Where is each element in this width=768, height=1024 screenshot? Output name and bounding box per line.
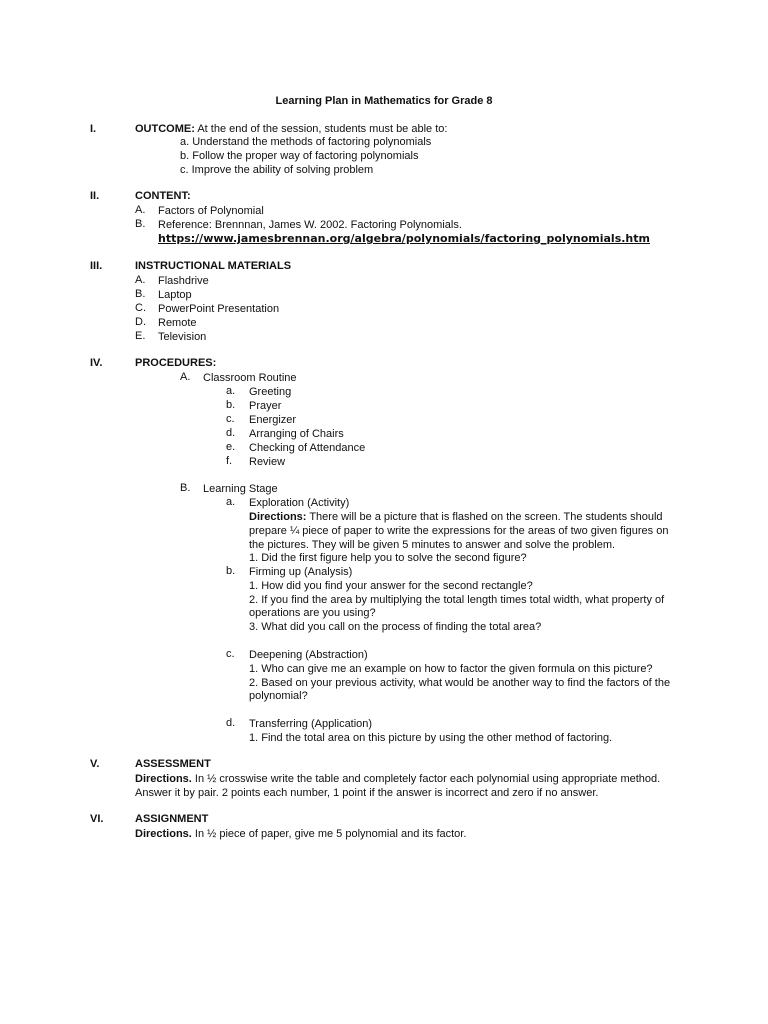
stage-label: d.	[226, 717, 236, 729]
stage-question: operations are you using?	[249, 607, 376, 619]
material-item: PowerPoint Presentation	[158, 303, 280, 315]
directions-label: Directions.	[135, 773, 192, 785]
assessment-heading: ASSESSMENT	[135, 758, 211, 770]
content-item-text: Factors of Polynomial	[158, 205, 264, 217]
outcome-intro: At the end of the session, students must be able to:	[197, 123, 448, 135]
stage-question: 2. Based on your previous activity, what would be another way to find the factors of the	[249, 677, 671, 689]
procedures-heading: PROCEDURES:	[135, 357, 217, 369]
stage-label: b.	[226, 565, 236, 577]
directions-text: In ½ crosswise write the table and completely factor each polynomial using appropriate method.	[191, 773, 661, 785]
routine-label: e.	[226, 441, 236, 453]
stage-label: c.	[226, 648, 235, 660]
material-item: Remote	[158, 317, 197, 329]
procedure-b-label: B.	[180, 482, 191, 494]
material-label: D.	[135, 316, 146, 328]
stage-question: 2. If you find the area by multiplying the total length times total width, what property of	[249, 594, 665, 606]
stage-title: Deepening (Abstraction)	[249, 649, 368, 661]
document-title: Learning Plan in Mathematics for Grade 8	[275, 95, 493, 107]
stage-question: 1. How did you find your answer for the second rectangle?	[249, 580, 533, 592]
material-label: B.	[135, 288, 146, 300]
stage-title: Transferring (Application)	[249, 718, 373, 730]
procedure-a-label: A.	[180, 371, 191, 383]
section-number-procedures: IV.	[90, 357, 103, 369]
directions-label: Directions:	[249, 511, 307, 523]
stage-label: a.	[226, 496, 236, 508]
stage-directions	[249, 510, 663, 524]
routine-item: Energizer	[249, 414, 297, 426]
reference-link[interactable]: https://www.jamesbrennan.org/algebra/polynomials/factoring_polynomials.htm	[158, 232, 650, 245]
content-heading: CONTENT:	[135, 190, 191, 202]
section-number-outcome: I.	[90, 123, 97, 135]
routine-item: Arranging of Chairs	[249, 428, 344, 440]
outcome-line	[135, 122, 447, 136]
content-item-label: A.	[135, 204, 146, 216]
outcome-heading: OUTCOME:	[135, 123, 195, 135]
routine-label: a.	[226, 385, 236, 397]
material-label: A.	[135, 274, 146, 286]
stage-question: 1. Who can give me an example on how to factor the given formula on this picture?	[249, 663, 653, 675]
stage-question: 1. Did the first figure help you to solve the second figure?	[249, 552, 527, 564]
section-number-assessment: V.	[90, 758, 100, 770]
routine-label: f.	[226, 455, 233, 467]
material-item: Flashdrive	[158, 275, 209, 287]
material-label: C.	[135, 302, 146, 314]
section-number-assignment: VI.	[90, 813, 104, 825]
section-number-materials: III.	[90, 260, 103, 272]
stage-question: 3. What did you call on the process of finding the total area?	[249, 621, 542, 633]
stage-title: Exploration (Activity)	[249, 497, 350, 509]
assessment-directions	[135, 772, 660, 786]
routine-item: Checking of Attendance	[249, 442, 366, 454]
assessment-text: Answer it by pair. 2 points each number, 1 point if the answer is incorrect and zero if no answer.	[135, 787, 599, 799]
routine-label: d.	[226, 427, 236, 439]
routine-label: c.	[226, 413, 235, 425]
directions-text: There will be a picture that is flashed on the screen. The students should	[306, 511, 663, 523]
assignment-heading: ASSIGNMENT	[135, 813, 209, 825]
section-number-content: II.	[90, 190, 100, 202]
stage-question: polynomial?	[249, 690, 308, 702]
procedure-b-text: Learning Stage	[203, 483, 278, 495]
content-item-text: Reference: Brennnan, James W. 2002. Factoring Polynomials.	[158, 219, 462, 231]
stage-question: 1. Find the total area on this picture by using the other method of factoring.	[249, 732, 613, 744]
routine-item: Prayer	[249, 400, 282, 412]
material-item: Laptop	[158, 289, 192, 301]
outcome-item: c. Improve the ability of solving problem	[180, 164, 374, 176]
stage-text: prepare ¼ piece of paper to write the expressions for the areas of two given figures on	[249, 525, 669, 537]
routine-label: b.	[226, 399, 236, 411]
routine-item: Review	[249, 456, 286, 468]
outcome-item: a. Understand the methods of factoring polynomials	[180, 136, 432, 148]
content-item-label: B.	[135, 218, 146, 230]
directions-text: In ½ piece of paper, give me 5 polynomial and its factor.	[191, 828, 467, 840]
outcome-item: b. Follow the proper way of factoring polynomials	[180, 150, 419, 162]
directions-label: Directions.	[135, 828, 192, 840]
routine-item: Greeting	[249, 386, 292, 398]
stage-title: Firming up (Analysis)	[249, 566, 353, 578]
assignment-directions	[135, 827, 466, 841]
material-item: Television	[158, 331, 207, 343]
procedure-a-text: Classroom Routine	[203, 372, 297, 384]
material-label: E.	[135, 330, 146, 342]
stage-text: the pictures. They will be given 5 minutes to answer and solve the problem.	[249, 539, 616, 551]
materials-heading: INSTRUCTIONAL MATERIALS	[135, 260, 292, 272]
